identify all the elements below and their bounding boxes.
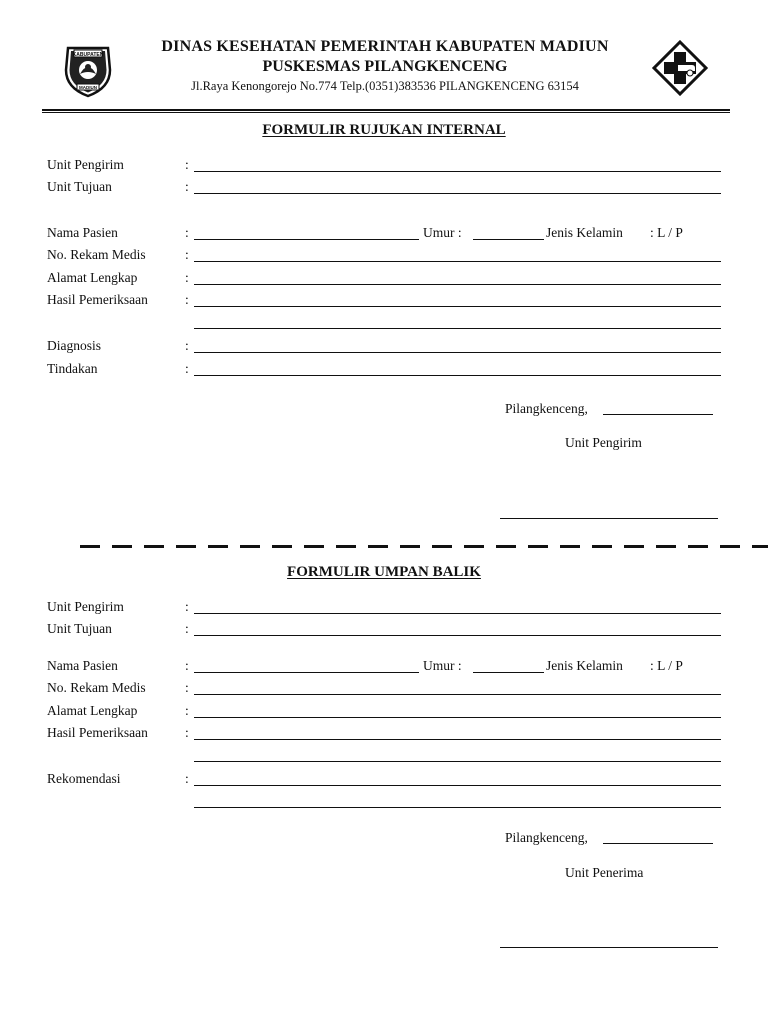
header-rule [42,109,730,111]
colon: : [185,179,189,194]
cut-line-dash [688,545,708,548]
form2-field-unit-tujuan[interactable] [194,635,721,636]
form1-label-alamat-lengkap: Alamat Lengkap [47,270,138,285]
form2-field-hasil-pemeriksaan[interactable] [194,739,721,740]
colon: : [185,292,189,307]
form1-signer-label: Unit Pengirim [565,435,642,450]
colon: : [185,157,189,172]
form1-title: FORMULIR RUJUKAN INTERNAL [262,122,506,138]
colon: : [185,338,189,353]
header-puskesmas: PUSKESMAS PILANGKENCENG [262,58,508,75]
form1-date-field[interactable] [603,414,713,415]
cut-line-dash [176,545,196,548]
cut-line-dash [208,545,228,548]
header-rule-thin [42,112,730,113]
form2-field-umur[interactable] [473,672,544,673]
cut-line-dash [560,545,580,548]
form2-field-hasil-pemeriksaan-line2[interactable] [194,761,721,762]
form2-field-rekomendasi-line2[interactable] [194,807,721,808]
form1-place-label: Pilangkenceng, [505,401,588,416]
form1-label-diagnosis: Diagnosis [47,338,101,353]
cut-line-dash [336,545,356,548]
colon: : [185,621,189,636]
cut-line-dash [240,545,260,548]
form1-field-alamat-lengkap[interactable] [194,284,721,285]
form1-jenis-kelamin-label: Jenis Kelamin [546,225,623,240]
colon: : [185,725,189,740]
form1-field-nama-pasien[interactable] [194,239,419,240]
cut-line-dash [272,545,292,548]
colon: : [185,225,189,240]
logo-top-text: KABUPATEN [72,51,104,58]
form2-label-nama-pasien: Nama Pasien [47,658,118,673]
form1-umur-label: Umur : [423,225,462,240]
logo-bottom-text: MADIUN [79,85,97,90]
form2-label-unit-tujuan: Unit Tujuan [47,621,112,636]
cut-line-dash [592,545,612,548]
cut-line-dash [656,545,676,548]
form1-field-umur[interactable] [473,239,544,240]
form2-jenis-kelamin-label: Jenis Kelamin [546,658,623,673]
form2-label-alamat-lengkap: Alamat Lengkap [47,703,138,718]
form1-label-nama-pasien: Nama Pasien [47,225,118,240]
cut-line-dash [144,545,164,548]
form1-field-hasil-pemeriksaan[interactable] [194,306,721,307]
cut-line-dash [432,545,452,548]
form2-title: FORMULIR UMPAN BALIK [287,564,481,580]
form2-signature-line[interactable] [500,947,718,948]
cut-line-dash [624,545,644,548]
cut-line-dash [112,545,132,548]
colon: : [185,771,189,786]
form1-field-diagnosis[interactable] [194,352,721,353]
form2-field-alamat-lengkap[interactable] [194,717,721,718]
form2-field-rekomendasi[interactable] [194,785,721,786]
health-cross-logo [652,40,708,96]
cut-line-dash [304,545,324,548]
cut-line-dash [528,545,548,548]
form2-umur-label: Umur : [423,658,462,673]
form2-label-hasil-pemeriksaan: Hasil Pemeriksaan [47,725,148,740]
form1-field-unit-pengirim[interactable] [194,171,721,172]
colon: : [185,703,189,718]
header-address: Jl.Raya Kenongorejo No.774 Telp.(0351)383536 PILANGKENCENG 63154 [191,79,579,93]
cut-line-dash [720,545,740,548]
form1-jenis-kelamin-options[interactable]: : L / P [650,225,683,240]
form2-field-no-rekam-medis[interactable] [194,694,721,695]
form2-jenis-kelamin-options[interactable]: : L / P [650,658,683,673]
colon: : [185,680,189,695]
form1-label-hasil-pemeriksaan: Hasil Pemeriksaan [47,292,148,307]
form1-field-hasil-pemeriksaan-line2[interactable] [194,328,721,329]
form2-place-label: Pilangkenceng, [505,830,588,845]
form1-label-tindakan: Tindakan [47,361,98,376]
cut-line-dash [368,545,388,548]
cut-line-dash [496,545,516,548]
form2-label-unit-pengirim: Unit Pengirim [47,599,124,614]
colon: : [185,270,189,285]
colon: : [185,247,189,262]
colon: : [185,599,189,614]
form1-label-no-rekam-medis: No. Rekam Medis [47,247,146,262]
form2-label-no-rekam-medis: No. Rekam Medis [47,680,146,695]
form1-signature-line[interactable] [500,518,718,519]
form1-label-unit-tujuan: Unit Tujuan [47,179,112,194]
cut-line-dash [400,545,420,548]
form1-field-unit-tujuan[interactable] [194,193,721,194]
form1-field-no-rekam-medis[interactable] [194,261,721,262]
cut-line-dash [752,545,768,548]
form1-label-unit-pengirim: Unit Pengirim [47,157,124,172]
cut-line-dash [80,545,100,548]
cut-line-dash [464,545,484,548]
form2-signer-label: Unit Penerima [565,865,644,880]
header-agency: DINAS KESEHATAN PEMERINTAH KABUPATEN MADIUN [161,38,609,55]
colon: : [185,658,189,673]
form1-field-tindakan[interactable] [194,375,721,376]
colon: : [185,361,189,376]
form2-field-unit-pengirim[interactable] [194,613,721,614]
form2-date-field[interactable] [603,843,713,844]
form2-label-rekomendasi: Rekomendasi [47,771,121,786]
form2-field-nama-pasien[interactable] [194,672,419,673]
